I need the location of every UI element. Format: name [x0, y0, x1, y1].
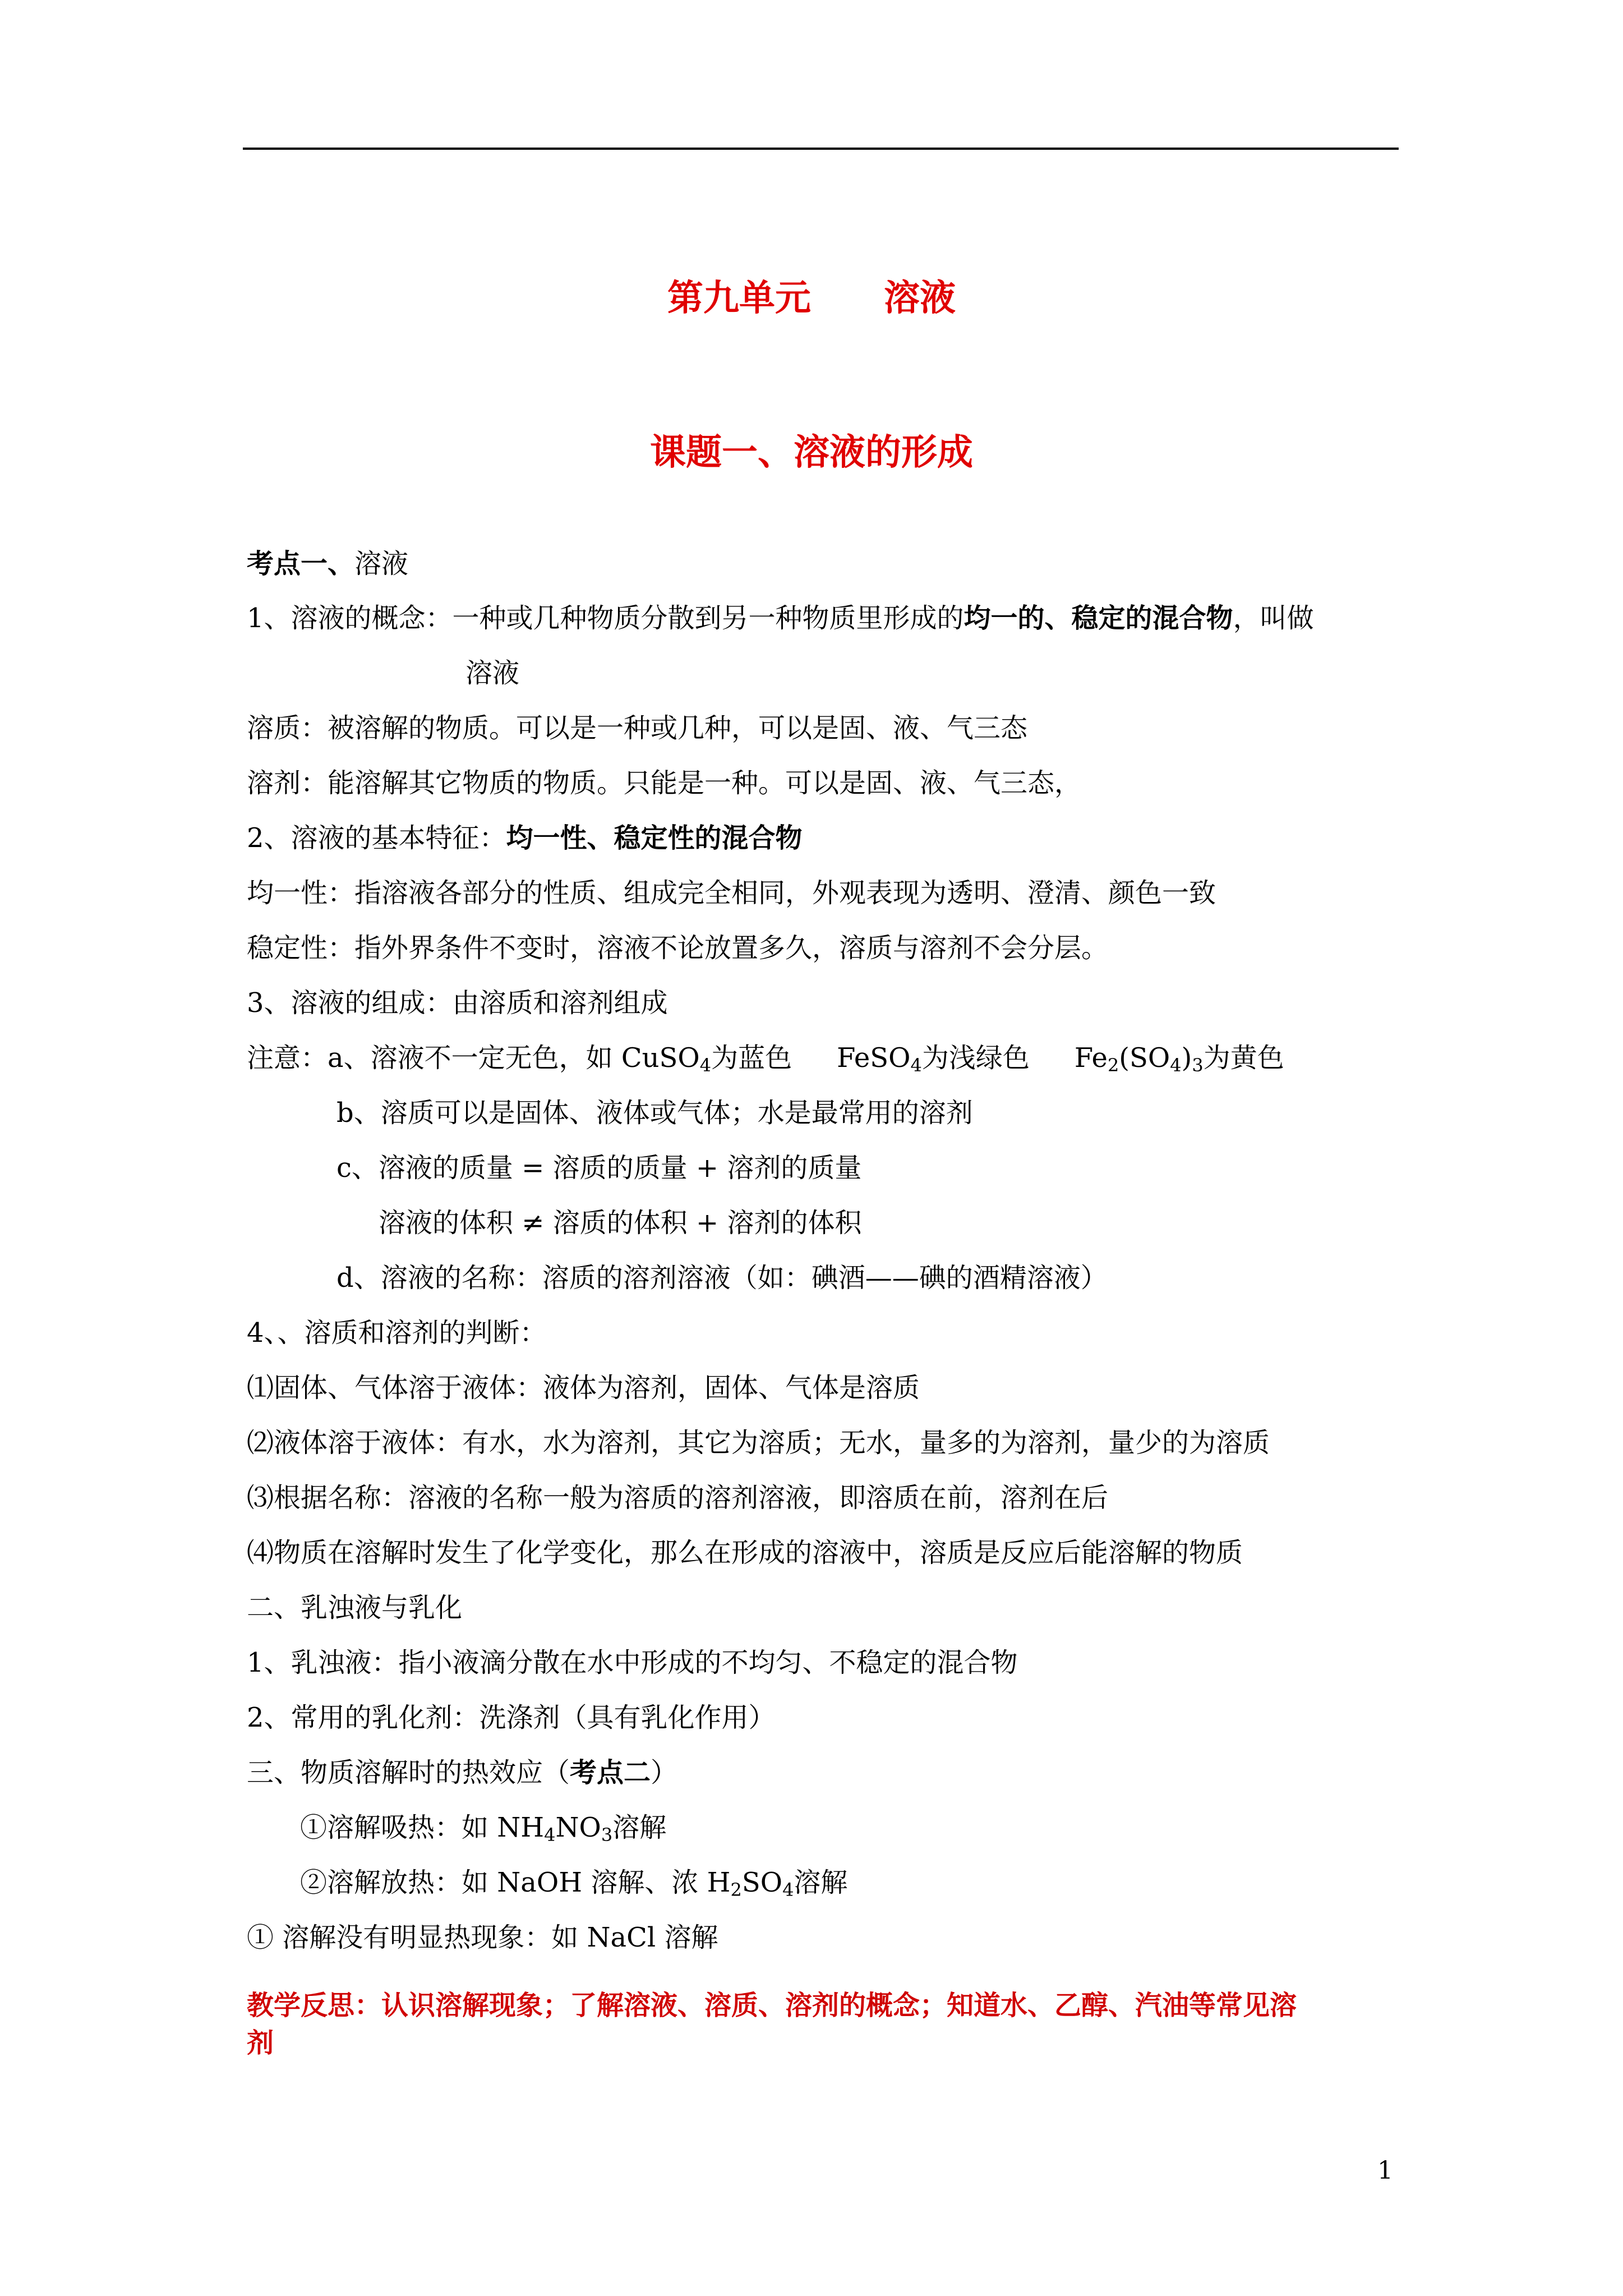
section1-heading: 考点一、溶液: [247, 548, 409, 579]
note-c: c、溶液的质量 = 溶质的质量 + 溶剂的质量: [336, 1152, 862, 1184]
solute-def: 溶质：被溶解的物质。可以是一种或几种，可以是固、液、气三态: [247, 712, 1028, 744]
solvent-def: 溶剂：能溶解其它物质的物质。只能是一种。可以是固、液、气三态，: [247, 767, 1082, 799]
note-c2: 溶液的体积 ≠ 溶质的体积 + 溶剂的体积: [379, 1207, 862, 1239]
section3-heading: 三、物质溶解时的热效应（考点二）: [247, 1757, 678, 1788]
judgement-2: ⑵液体溶于液体：有水，水为溶剂，其它为溶质；无水，量多的为溶剂，量少的为溶质: [247, 1427, 1270, 1458]
heat-absorb: ①溶解吸热：如 $NH_4NO_3$溶解: [300, 1812, 667, 1846]
section2-heading: 二、乳浊液与乳化: [247, 1592, 463, 1623]
heat-release: ②溶解放热：如 NaOH 溶解、浓 $H_2SO_4$溶解: [300, 1867, 848, 1901]
header-rule: [243, 148, 1399, 150]
unit-title: [0, 269, 1623, 321]
basic-features: 2、溶液的基本特征：均一性、稳定性的混合物: [247, 822, 803, 854]
page-number: 1: [1377, 2156, 1393, 2185]
judgement-3: ⑶根据名称：溶液的名称一般为溶质的溶剂溶液，即溶质在前，溶剂在后: [247, 1482, 1109, 1513]
uniformity-def: 均一性：指溶液各部分的性质、组成完全相同，外观表现为透明、澄清、颜色一致: [247, 877, 1216, 909]
composition: 3、溶液的组成：由溶质和溶剂组成: [247, 987, 668, 1019]
unit-title-right: 溶液: [884, 277, 956, 319]
note-b: b、溶质可以是固体、液体或气体；水是最常用的溶剂: [336, 1097, 973, 1129]
note-d: d、溶液的名称：溶质的溶剂溶液（如：碘酒——碘的酒精溶液）: [336, 1262, 1108, 1294]
stability-def: 稳定性：指外界条件不变时，溶液不论放置多久，溶质与溶剂不会分层。: [247, 932, 1109, 964]
concept-line-cont: 溶液: [465, 657, 520, 689]
no-heat-effect: ① 溶解没有明显热现象：如 NaCl 溶解: [247, 1922, 718, 1953]
judgement-1: ⑴固体、气体溶于液体：液体为溶剂，固体、气体是溶质: [247, 1372, 920, 1404]
judgement-heading: 4、、溶质和溶剂的判断：: [247, 1317, 547, 1349]
emulsion-def: 1、乳浊液：指小液滴分散在水中形成的不均匀、不稳定的混合物: [247, 1647, 1018, 1678]
unit-title-left: 第九单元: [667, 277, 811, 319]
emulsifier-def: 2、常用的乳化剂：洗涤剂（具有乳化作用）: [247, 1702, 776, 1733]
teaching-reflection: 教学反思：认识溶解现象；了解溶液、溶质、溶剂的概念；知道水、乙醇、汽油等常见溶: [247, 1990, 1297, 2021]
teaching-reflection-cont: 剂: [247, 2027, 274, 2059]
lesson-title: 课题一、溶液的形成: [650, 431, 973, 473]
note-a: 注意：a、溶液不一定无色，如 CuSO$_4$为蓝色 FeSO$_4$为浅绿色 $Fe_2(SO_4)_3$为黄色: [247, 1042, 1284, 1076]
concept-line: 1、溶液的概念：一种或几种物质分散到另一种物质里形成的均一的、稳定的混合物，叫做: [247, 602, 1314, 634]
judgement-4: ⑷物质在溶解时发生了化学变化，那么在形成的溶液中，溶质是反应后能溶解的物质: [247, 1537, 1243, 1568]
